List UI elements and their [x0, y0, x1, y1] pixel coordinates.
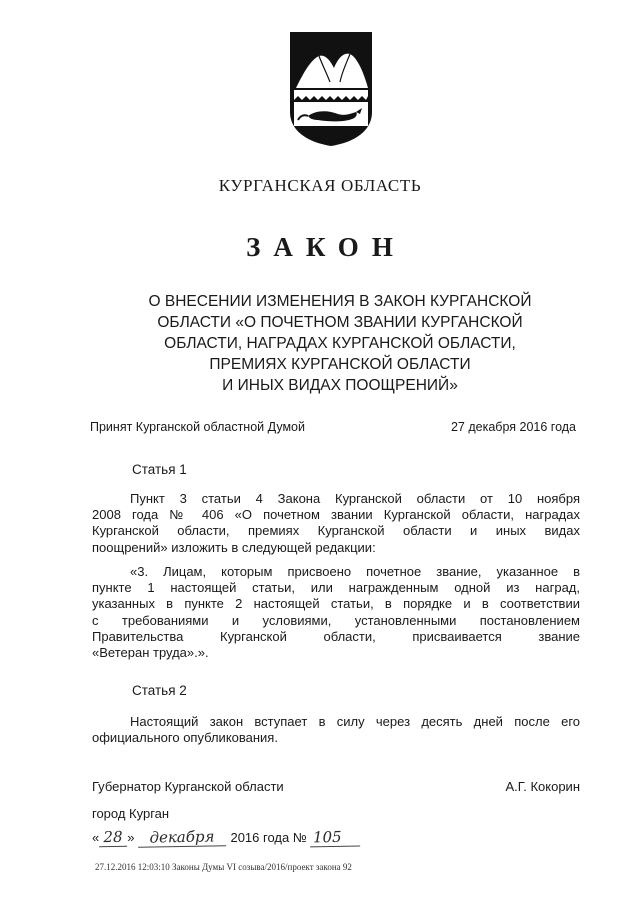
signing-date-line: [92, 828, 360, 847]
article-1-heading: Статья 1: [132, 462, 187, 477]
article-2-paragraph: [92, 714, 580, 746]
text-line: пункте 1 настоящей статьи, или награжденным одной из наград,: [92, 580, 580, 596]
text-line: Пункт 3 статьи 4 Закона Курганской области от 10 ноября: [130, 491, 580, 506]
text-line: «3. Лицам, которым присвоено почетное звание, указанное в: [130, 564, 580, 579]
signature-row: [92, 779, 580, 794]
adopted-by: Принят Курганской областной Думой: [90, 420, 305, 434]
law-title-line: И ИНЫХ ВИДАХ ПООЩРЕНИЙ»: [222, 377, 458, 394]
signing-city: город Курган: [92, 806, 170, 821]
adoption-row: [90, 420, 576, 434]
law-title-line: О ВНЕСЕНИИ ИЗМЕНЕНИЯ В ЗАКОН КУРГАНСКОЙ: [148, 293, 532, 310]
text-line: официального опубликования.: [92, 730, 278, 746]
text-line: Курганской области, премиях Курганской области и иных видах: [92, 523, 580, 539]
article-1-paragraph-1: [92, 491, 580, 556]
region-name: КУРГАНСКАЯ ОБЛАСТЬ: [218, 176, 422, 195]
date-year-text: 2016 года №: [230, 830, 307, 845]
date-close-quote: »: [127, 830, 135, 845]
text-line: «Ветеран труда».».: [92, 645, 209, 661]
text-line: указанных в пункте 2 настоящей статьи, в порядке и в соответствии: [92, 596, 580, 612]
signatory-name: А.Г. Кокорин: [505, 779, 580, 794]
law-title-line: ОБЛАСТИ, НАГРАДАХ КУРГАНСКОЙ ОБЛАСТИ,: [164, 335, 516, 352]
law-title-line: ОБЛАСТИ «О ПОЧЕТНОМ ЗВАНИИ КУРГАНСКОЙ: [157, 314, 523, 331]
handwritten-day: 28: [99, 828, 127, 847]
law-title: [90, 291, 590, 396]
article-2-heading: Статья 2: [132, 683, 187, 698]
date-open-quote: «: [92, 830, 100, 845]
handwritten-month: декабря: [138, 827, 226, 848]
text-line: с требованиями и условиями, установленными постановлением: [92, 612, 580, 628]
adoption-date: 27 декабря 2016 года: [450, 420, 576, 434]
text-line: поощрений» изложить в следующей редакции:: [92, 539, 376, 555]
document-type: ЗАКОН: [246, 232, 406, 262]
handwritten-law-number: 105: [310, 828, 360, 848]
text-line: 2008 года № 406 «О почетном звании Курганской области, наградах: [92, 507, 580, 523]
text-line: Настоящий закон вступает в силу через десять дней после его: [130, 714, 580, 729]
kurgan-coat-of-arms-icon: [286, 30, 376, 148]
document-footer: 27.12.2016 12:03:10 Законы Думы VI созыва/2016/проект закона 92: [95, 862, 352, 872]
article-1-paragraph-2: [92, 564, 580, 661]
text-line: Правительства Курганской области, присваивается звание: [92, 628, 580, 644]
signatory-position: Губернатор Курганской области: [92, 779, 284, 794]
law-title-line: ПРЕМИЯХ КУРГАНСКОЙ ОБЛАСТИ: [209, 356, 471, 373]
